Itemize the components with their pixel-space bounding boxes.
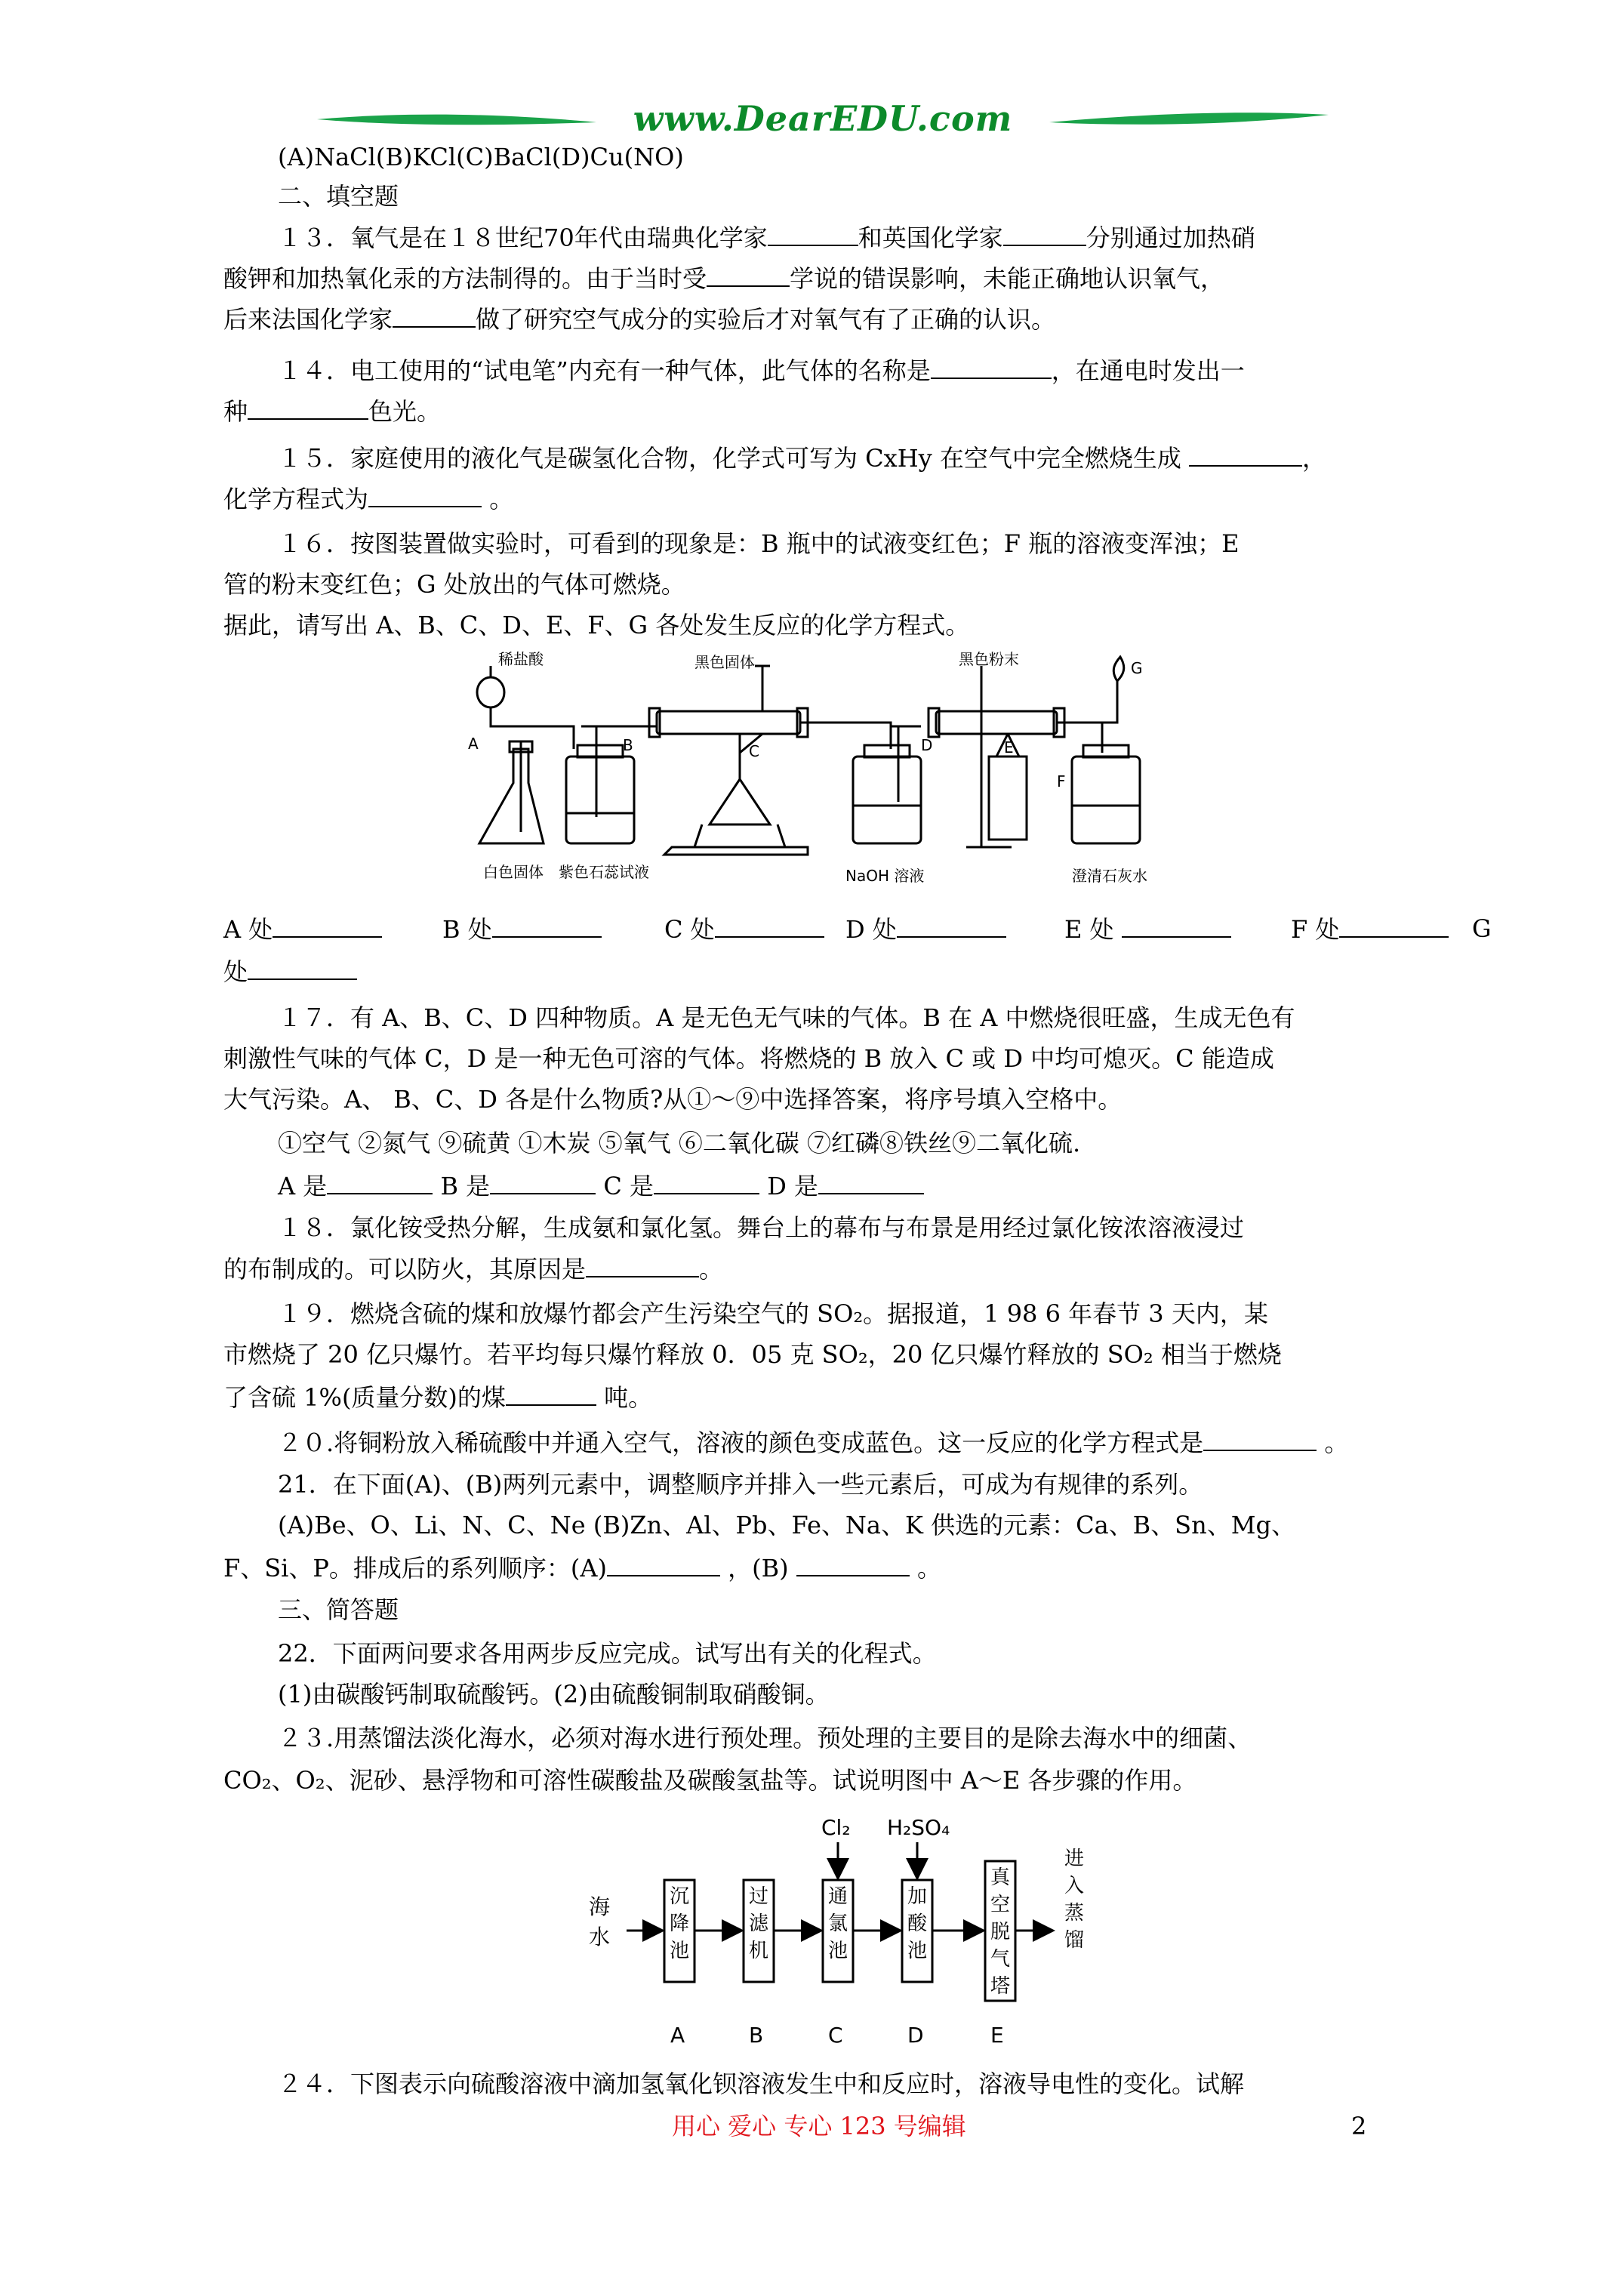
blank[interactable] [796, 1552, 910, 1576]
q24-line1: ２４．下图表示向硫酸溶液中滴加氢氧化钡溶液发生中和反应时，溶液导电性的变化。试解 [278, 2069, 1245, 2098]
label-f: F [1057, 772, 1066, 791]
label-white-solid: 白色固体 [483, 863, 544, 881]
header-banner [317, 97, 1329, 145]
label-black-solid: 黑色固体 [694, 653, 755, 671]
flow-label-e: E [990, 2023, 1004, 2048]
flow-box-d-label: 加酸池 [907, 1885, 928, 1962]
q19-line2: 市燃烧了 20 亿只爆竹。若平均每只爆竹释放 0．05 克 SO₂，20 亿只爆竹释放的 SO₂ 相当于燃烧 [223, 1340, 1282, 1369]
blank[interactable] [327, 1170, 433, 1194]
label-litmus: 紫色石蕊试液 [559, 863, 649, 881]
blank[interactable] [492, 914, 602, 938]
blank[interactable] [1339, 914, 1449, 938]
flow-diagram [581, 1808, 1125, 2057]
q19-line1: １９．燃烧含硫的煤和放爆竹都会产生污染空气的 SO₂。据报道，1 98 6 年春节 3 天内，某 [278, 1299, 1268, 1328]
q17-line3: 大气污染。A、 B、C、D 各是什么物质?从①～⑨中选择答案，将序号填入空格中。 [223, 1085, 1123, 1114]
flow-label-b: B [749, 2023, 764, 2048]
blank[interactable] [1122, 914, 1231, 938]
q16-line3: 据此，请写出 A、B、C、D、E、F、G 各处发生反应的化学方程式。 [223, 611, 970, 639]
flow-output-label: 进入蒸馏 [1064, 1848, 1085, 1952]
q16-answer-e: E 处 [1064, 914, 1231, 945]
flow-box-a-label: 沉降池 [670, 1885, 690, 1962]
label-d: D [921, 736, 933, 754]
q16-answer-b: B 处 [442, 914, 602, 945]
blank[interactable] [1203, 1427, 1317, 1451]
label-limewater: 澄清石灰水 [1072, 867, 1147, 885]
blank[interactable] [654, 1170, 759, 1194]
flow-label-c: C [828, 2023, 843, 2048]
q23-line2: CO₂、O₂、泥砂、悬浮物和可溶性碳酸盐及碳酸氢盐等。试说明图中 A～E 各步骤的作用。 [223, 1766, 1197, 1795]
q16-answer-d: D 处 [845, 914, 1006, 945]
label-g: G [1131, 659, 1143, 677]
section-short-answer: 三、简答题 [278, 1595, 399, 1624]
section-fill-in: 二、填空题 [278, 182, 399, 211]
q16-answer-f: F 处 [1291, 914, 1449, 945]
flow-label-d: D [907, 2023, 924, 2048]
blank[interactable] [248, 956, 357, 980]
q18-line1: １８．氯化铵受热分解，生成氨和氯化氢。舞台上的幕布与布景是用经过氯化铵浓溶液浸过 [278, 1213, 1245, 1242]
q15-line2: 化学方程式为 。 [223, 485, 514, 513]
label-b: B [623, 736, 633, 754]
q17-line1: １７．有 A、B、C、D 四种物质。A 是无色无气味的气体。B 在 A 中燃烧很旺盛，生成无色有 [278, 1003, 1295, 1032]
q14-line2: 种 色光。 [223, 397, 442, 426]
blank[interactable] [273, 914, 382, 938]
blank[interactable] [248, 396, 368, 420]
blank[interactable] [715, 914, 824, 938]
q16-line2: 管的粉末变红色；G 处放出的气体可燃烧。 [223, 570, 685, 599]
label-c: C [749, 742, 759, 760]
blank[interactable] [506, 1382, 596, 1406]
q22-line1: 22．下面两问要求各用两步反应完成。试写出有关的化程式。 [278, 1639, 937, 1668]
blank[interactable] [607, 1552, 720, 1576]
flow-box-b-label: 过滤机 [749, 1885, 769, 1962]
label-black-powder: 黑色粉末 [959, 651, 1019, 668]
flow-h2so4: H₂SO₄ [887, 1815, 950, 1840]
q21-line3: F、Si、P。排成后的系列顺序：(A) ，(B) 。 [223, 1554, 942, 1583]
q14-line1: １４．电工使用的“试电笔”内充有一种气体，此气体的名称是 ，在通电时发出一 [278, 356, 1245, 385]
blank[interactable] [1189, 442, 1302, 467]
label-hcl: 稀盐酸 [498, 651, 544, 668]
q16-answer-c: C 处 [664, 914, 824, 945]
label-a: A [468, 735, 479, 753]
flow-input-1: 海 [589, 1894, 611, 1919]
footer-slogan: 用心 爱心 专心 123 号编辑 [672, 2112, 966, 2140]
q20-line1: ２０.将铜粉放入稀硫酸中并通入空气，溶液的颜色变成蓝色。这一反应的化学方程式是 。 [278, 1428, 1349, 1457]
blank[interactable] [931, 355, 1052, 379]
blank[interactable] [897, 914, 1006, 938]
q19-line3: 了含硫 1%(质量分数)的煤 吨。 [223, 1383, 653, 1412]
flow-box-labels [670, 1848, 1084, 1998]
apparatus-diagram [468, 651, 1147, 900]
blank[interactable] [490, 1170, 596, 1194]
site-url[interactable]: www.DearEDU.com [633, 98, 1013, 139]
q21-line2: (A)Be、O、Li、N、C、Ne (B)Zn、Al、Pb、Fe、Na、K 供选的元素：Ca、B、Sn、Mg、 [278, 1511, 1295, 1539]
q16-line1: １６．按图装置做实验时，可看到的现象是：B 瓶中的试液变红色；F 瓶的溶液变浑浊；E [278, 529, 1240, 558]
q16-answer-g: 处 [223, 956, 357, 987]
q13-line1: １３．氧气是在１８世纪70年代由瑞典化学家 和英国化学家 分别通过加热硝 [278, 223, 1255, 252]
flow-cl2: Cl₂ [821, 1815, 851, 1840]
blank[interactable] [818, 1170, 924, 1194]
blank[interactable] [1003, 222, 1086, 246]
q13-line2: 酸钾和加热氧化汞的方法制得的。由于当时受 学说的错误影响，未能正确地认识氧气， [223, 264, 1225, 293]
label-e: E [1004, 738, 1014, 757]
q13-line3: 后来法国化学家 做了研究空气成分的实验后才对氧气有了正确的认识。 [223, 305, 1056, 334]
q16-answer-a: A 处 [223, 914, 382, 945]
blank[interactable] [368, 483, 482, 507]
q23-line1: ２３.用蒸馏法淡化海水，必须对海水进行预处理。预处理的主要目的是除去海水中的细菌、 [278, 1724, 1252, 1752]
blank[interactable] [393, 304, 476, 328]
page-number: 2 [1351, 2112, 1367, 2140]
q16-answer-g-label: G [1472, 914, 1492, 943]
q17-line2: 刺激性气味的气体 C，D 是一种无色可溶的气体。将燃烧的 B 放入 C 或 D 中均可熄灭。C 能造成 [223, 1044, 1274, 1073]
blank[interactable] [768, 222, 858, 246]
q17-options: ①空气 ②氮气 ⑨硫黄 ①木炭 ⑤氧气 ⑥二氧化碳 ⑦红磷⑧铁丝⑨二氧化硫. [278, 1129, 1081, 1157]
q21-line1: 21．在下面(A)、(B)两列元素中，调整顺序并排入一些元素后，可成为有规律的系列。 [278, 1470, 1203, 1499]
q18-line2: 的布制成的。可以防火，其原因是 。 [223, 1255, 724, 1284]
label-naoh: NaOH 溶液 [845, 867, 925, 885]
blank[interactable] [707, 263, 790, 287]
blank[interactable] [586, 1253, 699, 1277]
q12-options: (A)NaCl(B)KCl(C)BaCl(D)Cu(NO) [278, 143, 684, 171]
q15-line1: １５．家庭使用的液化气是碳氢化合物，化学式可写为 CxHy 在空气中完全燃烧生成 ， [278, 444, 1327, 473]
flow-box-c-label: 通氯池 [828, 1885, 848, 1962]
flow-input-2: 水 [589, 1925, 611, 1949]
q17-answers: A 是 B 是 C 是 D 是 [278, 1170, 924, 1201]
flow-box-e-label: 真空脱气塔 [990, 1866, 1011, 1998]
flow-label-a: A [670, 2023, 685, 2048]
q22-line2: (1)由碳酸钙制取硫酸钙。(2)由硫酸铜制取硝酸铜。 [278, 1680, 830, 1709]
